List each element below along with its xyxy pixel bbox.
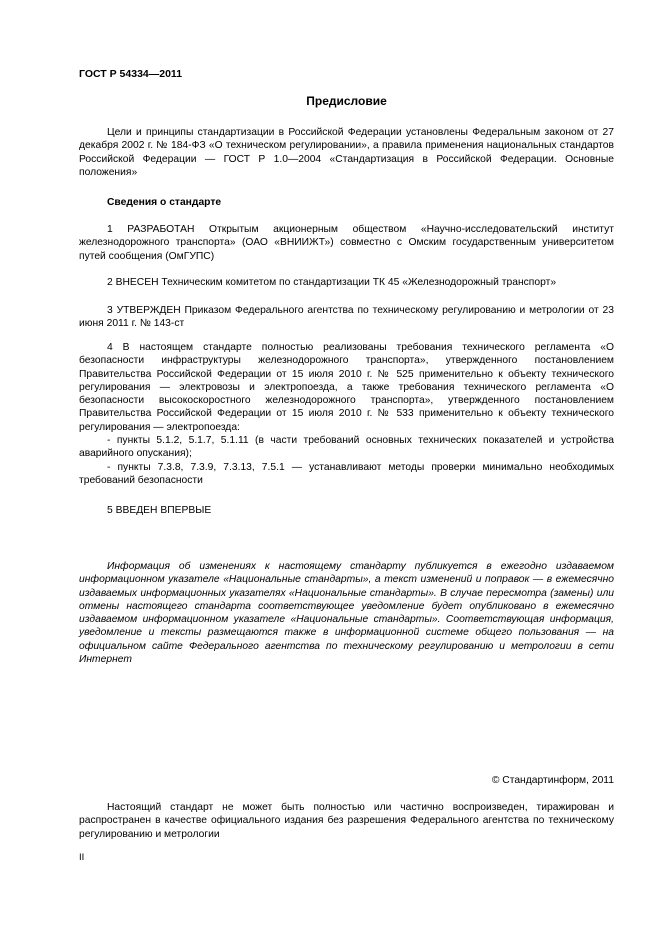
- item-implemented-dash-1: - пункты 5.1.2, 5.1.7, 5.1.11 (в части требований основных технических показателей и устройства аварийного опускания);: [79, 435, 614, 460]
- item-introduced: 5 ВВЕДЕН ВПЕРВЫЕ: [107, 505, 212, 516]
- page-number: II: [79, 852, 85, 863]
- item-developed: 1 РАЗРАБОТАН Открытым акционерным обществом «Научно-исследовательский институт железнодорожного транспорта» (ОАО «ВНИИЖТ») совместно с Омским государственным университетом путей сообщения (ОмГУПС): [79, 224, 614, 262]
- item-implemented: [79, 341, 614, 487]
- info-heading: Сведения о стандарте: [107, 197, 222, 208]
- item-approved: 3 УТВЕРЖДЕН Приказом Федерального агентства по техническому регулированию и метрологии от 23 июня 2011 г. № 143-ст: [79, 305, 614, 330]
- item-implemented-dash-2: - пункты 7.3.8, 7.3.9, 7.3.13, 7.5.1 — устанавливают методы проверки минимально необходимых требований безопасности: [79, 461, 614, 486]
- page-title: Предисловие: [306, 94, 387, 108]
- item-implemented-text: 4 В настоящем стандарте полностью реализованы требования технического регламента «О безопасности инфраструктуры железнодорожного транспорта», утвержденного постановлением Правительства Российской Федерации от 15 июля 2010 г. № 525 применительно к объекту технического регулирования — электровозы и электропоезда, а также требования технического регламента «О безопасности высокоскоростного железнодорожного транспорта», утвержденного постановлением Правительства Российской Федерации от 15 июля 2010 г. № 533 применительно к объекту технического регулирования — электропоезда:: [79, 342, 614, 433]
- reproduction-notice: Настоящий стандарт не может быть полностью или частично воспроизведен, тиражирован и распространен в качестве официального издания без разрешения Федерального агентства по техническому регулированию и метрологии: [79, 802, 614, 840]
- document-code: ГОСТ Р 54334—2011: [79, 68, 183, 80]
- item-submitted: 2 ВНЕСЕН Техническим комитетом по стандартизации ТК 45 «Железнодорожный транспорт»: [107, 277, 557, 288]
- intro-paragraph: Цели и принципы стандартизации в Российской Федерации установлены Федеральным законом от 27 декабря 2002 г. № 184-ФЗ «О техническом регулировании», а правила применения национальных стандартов Российской Федерации — ГОСТ Р 1.0—2004 «Стандартизация в Российской Федерации. Основные положения»: [79, 127, 614, 178]
- copyright: © Стандартинформ, 2011: [491, 775, 614, 786]
- notice-paragraph: Информация об изменениях к настоящему стандарту публикуется в ежегодно издаваемом информационном указателе «Национальные стандарты», а текст изменений и поправок — в ежемесячно издаваемых информационных указателях «Национальные стандарты». В случае пересмотра (замены) или отмены настоящего стандарта соответствующее уведомление будет опубликовано в ежемесячно издаваемом информационном указателе «Национальные стандарты». Соответствующая информация, уведомление и тексты размещаются также в информационной системе общего пользования — на официальном сайте Федерального агентства по техническому регулированию и метрологии в сети Интернет: [79, 561, 614, 666]
